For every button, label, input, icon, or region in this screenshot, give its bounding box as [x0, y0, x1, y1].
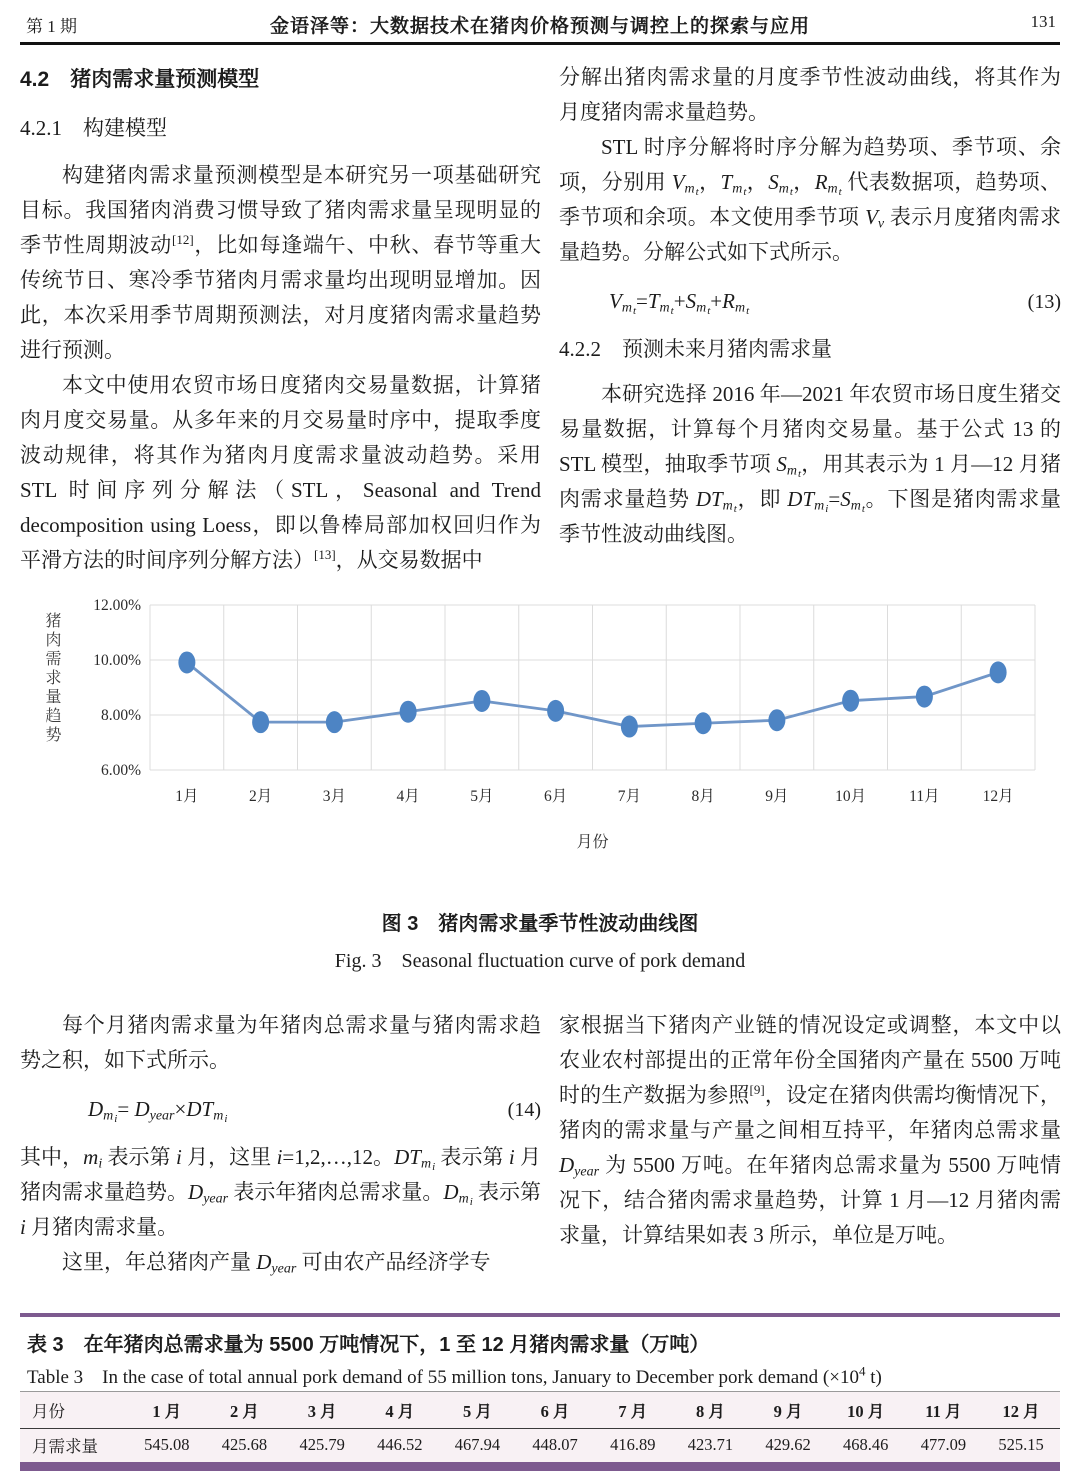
text-segment: =: [636, 289, 648, 313]
text-segment: S: [840, 487, 851, 511]
table-corner-header: 月份: [32, 1402, 65, 1421]
text-segment: t: [746, 305, 750, 318]
y-axis-tick-label: 12.00%: [93, 597, 141, 614]
text-segment: 可由农产品经济学专: [296, 1250, 491, 1274]
text-segment: m: [722, 498, 733, 514]
x-axis-tick-label: 11月: [909, 788, 940, 805]
table-caption-cn: 表 3 在年猪肉总需求量为 5500 万吨情况下，1 至 12 月猪肉需求量（万吨）: [27, 1334, 710, 1356]
text-segment: STL 时序分解将时序分解为趋势项、季节项、余项，分别用: [559, 135, 1061, 194]
text-segment: V: [609, 289, 622, 313]
paragraph: [559, 1008, 1061, 1253]
data-point-marker: [473, 690, 490, 712]
text-segment: =: [117, 1097, 135, 1121]
text-segment: t: [789, 186, 793, 199]
superscript-reference: [13]: [314, 547, 336, 562]
table-header-row: [20, 1392, 1060, 1429]
data-point-marker: [252, 711, 269, 733]
x-axis-tick-label: 6月: [543, 788, 568, 805]
text-segment: DT: [695, 487, 723, 511]
text-segment: i: [432, 1161, 436, 1174]
text-segment: m: [732, 181, 743, 197]
data-point-marker: [178, 651, 195, 673]
text-segment: m: [850, 498, 861, 514]
y-axis-tick-label: 6.00%: [100, 762, 141, 779]
text-segment: V: [671, 170, 685, 194]
text-segment: year: [149, 1108, 175, 1124]
text-segment: ，设定在猪肉供需均衡情况下，猪肉的需求量与产量之间相互持平，年猪肉总需求量: [559, 1083, 1062, 1142]
table-month-header: 9 月: [773, 1402, 803, 1421]
table-row-label: 月需求量: [32, 1437, 98, 1457]
y-axis-tick-label: 10.00%: [93, 652, 141, 669]
table-month-header: 10 月: [847, 1402, 885, 1421]
text-segment: t: [797, 468, 802, 481]
equation-14: [20, 1092, 541, 1128]
text-segment: 表示第: [435, 1145, 509, 1169]
figure-caption-en: Fig. 3 Seasonal fluctuation curve of pork demand: [334, 950, 746, 972]
text-segment: year: [203, 1191, 229, 1207]
table-month-header: 3 月: [307, 1402, 337, 1421]
text-segment: i: [20, 1215, 26, 1239]
text-segment: t: [861, 503, 865, 516]
text-segment: 月，这里: [181, 1145, 277, 1169]
text-segment: ，: [698, 170, 721, 194]
data-point-marker: [916, 686, 933, 708]
table-month-header: 4 月: [385, 1402, 415, 1421]
text-segment: D: [88, 1097, 104, 1121]
paragraph: [20, 1008, 541, 1078]
superscript-reference: [9]: [749, 1082, 765, 1097]
text-segment: t: [707, 305, 711, 318]
text-segment: v: [877, 216, 885, 232]
text-segment: ×: [174, 1097, 187, 1121]
text-segment: m: [213, 1108, 224, 1124]
text-segment: 分解出猪肉需求量的月度季节性波动曲线，将其作为月度猪肉需求量趋势。: [559, 65, 1061, 124]
text-segment: 其中，: [20, 1145, 84, 1169]
data-point-marker: [768, 709, 785, 731]
text-segment: t: [695, 186, 699, 199]
text-segment: =: [828, 487, 841, 511]
text-segment: m: [778, 181, 789, 197]
table-value-cell: 477.09: [920, 1435, 967, 1455]
text-segment: m: [659, 300, 670, 316]
text-segment: 每个月猪肉需求量为年猪肉总需求量与猪肉需求趋势之积，如下式所示。: [20, 1013, 541, 1072]
table-month-header: 6 月: [540, 1402, 570, 1421]
text-segment: 构建猪肉需求量预测模型是本研究另一项基础研究目标。我国猪肉消费习惯导致了猪肉需求量呈现明显的季节性周期波动: [20, 163, 541, 257]
x-axis-tick-label: 3月: [322, 788, 347, 805]
text-segment: T: [720, 170, 733, 194]
text-segment: +: [673, 289, 686, 313]
text-segment: ，: [746, 170, 769, 194]
text-segment: 本文中使用农贸市场日度猪肉交易量数据，计算猪肉月度交易量。从多年来的月交易量时序中，提取季度波动规律，将其作为猪肉月度需求量波动趋势。采用 STL 时间序列分解法（STL，Seasonal and Trend decomposition using Loess，即以鲁棒局部加权回归作为平滑方法的时间序列分解方法）: [20, 373, 541, 572]
text-segment: m: [621, 300, 632, 316]
text-segment: m: [814, 498, 825, 514]
page-header: [20, 10, 1060, 38]
table-value-cell: 545.08: [144, 1435, 190, 1455]
section-heading-4-2: 4.2 猪肉需求量预测模型: [20, 68, 260, 91]
x-axis-tick-label: 8月: [691, 788, 715, 805]
table-value-cell: 425.68: [221, 1435, 268, 1455]
subsection-heading-4-2-2: 4.2.2 预测未来月猪肉需求量: [559, 337, 832, 361]
table-month-header: 11 月: [925, 1402, 962, 1421]
table-month-header: 5 月: [463, 1402, 492, 1421]
table-top-rule: [20, 1313, 1060, 1317]
text-segment: ，: [792, 170, 815, 194]
text-segment: m: [458, 1191, 469, 1207]
x-axis-tick-label: 1月: [175, 788, 199, 805]
text-segment: i: [98, 1156, 103, 1172]
data-point-marker: [695, 712, 712, 734]
text-segment: 表示第: [472, 1180, 542, 1204]
text-segment: ，即: [736, 487, 788, 511]
column-top-left: [20, 60, 541, 578]
paragraph: [559, 60, 1061, 130]
text-segment: t: [632, 305, 637, 318]
text-segment: t: [838, 186, 842, 199]
pork-demand-table: [20, 1391, 1060, 1462]
table-month-header: 8 月: [695, 1402, 725, 1421]
text-segment: T: [647, 289, 660, 313]
table-value-cell: 416.89: [610, 1435, 656, 1455]
x-axis-tick-label: 2月: [248, 788, 273, 805]
paragraph: [559, 130, 1061, 270]
text-segment: 为 5500 万吨。在年猪肉总需求量为 5500 万吨情况下，结合猪肉需求量趋势，计算 1 月—12 月猪肉需求量，计算结果如表 3 所示，单位是万吨。: [559, 1153, 1061, 1247]
table-caption-en: [27, 1362, 882, 1389]
text-segment: S: [685, 289, 697, 313]
text-segment: m: [103, 1108, 114, 1124]
page-number: 131: [1030, 12, 1056, 31]
text-segment: ，比如每逢端午、中秋、春节等重大传统节日、寒冷季节猪肉月需求量均出现明显增加。因此，本次采用季节周期预测法，对月度猪肉需求量趋势进行预测。: [20, 233, 542, 362]
text-segment: m: [684, 181, 695, 197]
equation-body: [20, 1092, 227, 1127]
table-data-row: [20, 1429, 1060, 1462]
data-point-marker: [990, 661, 1007, 683]
text-segment: i: [508, 1145, 515, 1169]
superscript-reference: 4: [858, 1363, 866, 1379]
table-value-cell: 467.94: [454, 1435, 501, 1455]
column-bottom-right: [559, 1008, 1061, 1253]
text-segment: D: [256, 1250, 272, 1274]
text-segment: t: [743, 186, 747, 199]
text-segment: year: [271, 1261, 297, 1277]
text-segment: R: [722, 289, 735, 313]
text-segment: i: [469, 1196, 473, 1209]
equation-number: (13): [1027, 291, 1061, 313]
table-value-cell: 425.79: [299, 1435, 345, 1455]
text-segment: i: [825, 503, 829, 516]
table-value-cell: 446.52: [377, 1435, 423, 1455]
paragraph: [559, 377, 1061, 552]
text-segment: +: [710, 289, 723, 313]
text-segment: 表示月度猪肉需求量趋势。分解公式如下式所示。: [559, 205, 1062, 264]
text-segment: 表示第: [102, 1145, 176, 1169]
x-axis-tick-label: 10月: [835, 788, 867, 805]
text-segment: 月猪肉需求量。: [25, 1215, 179, 1239]
text-segment: m: [827, 181, 838, 197]
text-segment: Table 3 In the case of total annual pork demand of 55 million tons, January to December pork demand (×10: [27, 1367, 859, 1388]
column-top-right: [559, 60, 1061, 552]
text-segment: 家根据当下猪肉产业链的情况设定或调整，本文中以农业农村部提出的正常年份全国猪肉产量在 5500 万吨时的生产数据为参照: [559, 1013, 1061, 1107]
paragraph: [20, 1140, 541, 1245]
text-segment: t): [865, 1367, 882, 1388]
table-month-header: 7 月: [618, 1402, 648, 1421]
data-point-marker: [326, 711, 343, 733]
text-segment: t: [670, 305, 674, 318]
y-axis-tick-label: 8.00%: [100, 707, 141, 724]
subsection-heading-4-2-1: 4.2.1 构建模型: [20, 116, 167, 140]
equation-13: [559, 284, 1061, 320]
text-segment: i: [224, 1113, 228, 1126]
table-month-header: 2 月: [230, 1402, 259, 1421]
text-segment: ，用其表示为 1 月—12 月猪肉需求量趋势: [559, 452, 1061, 511]
text-segment: D: [559, 1153, 575, 1177]
text-segment: 月猪肉需求量趋势。: [20, 1145, 542, 1204]
text-segment: m: [786, 463, 797, 479]
table-value-cell: 448.07: [532, 1435, 578, 1455]
table-value-cell: 423.71: [687, 1435, 734, 1455]
table-value-cell: 429.62: [765, 1435, 811, 1455]
text-segment: t: [733, 503, 737, 516]
text-segment: year: [574, 1164, 600, 1180]
x-axis-tick-label: 7月: [617, 788, 642, 805]
text-segment: V: [865, 205, 878, 229]
text-segment: 这里，年总猪肉产量: [62, 1250, 257, 1274]
table-month-header: 12 月: [1002, 1402, 1040, 1421]
data-point-marker: [400, 701, 417, 723]
text-segment: =1,2,…,12。: [282, 1145, 395, 1169]
text-segment: m: [734, 300, 746, 316]
x-axis-tick-label: 9月: [765, 788, 789, 805]
text-segment: ，从交易数据中: [335, 548, 483, 572]
x-axis-title: 月份: [576, 834, 609, 851]
equation-body: [559, 284, 749, 319]
text-segment: i: [276, 1145, 283, 1169]
text-segment: i: [175, 1145, 182, 1169]
x-axis-tick-label: 12月: [982, 788, 1014, 805]
superscript-reference: [12]: [171, 232, 194, 247]
header-rule: [20, 42, 1060, 45]
table-bottom-rule: [20, 1462, 1060, 1471]
text-segment: S: [776, 452, 787, 476]
x-axis-tick-label: 4月: [396, 788, 420, 805]
text-segment: D: [188, 1180, 204, 1204]
text-segment: 表示年猪肉总需求量。: [228, 1180, 444, 1204]
text-segment: DT: [186, 1097, 214, 1121]
figure-caption-cn: 图 3 猪肉需求量季节性波动曲线图: [381, 913, 699, 935]
text-segment: 本研究选择 2016 年—2021 年农贸市场日度生猪交易量数据，计算每个月猪肉交易量。基于公式 13 的 STL 模型，抽取季节项: [559, 382, 1061, 476]
data-point-marker: [842, 690, 859, 712]
table-value-cell: 525.15: [998, 1435, 1044, 1455]
text-segment: R: [814, 170, 828, 194]
text-segment: m: [420, 1156, 432, 1172]
paragraph: [20, 368, 541, 578]
equation-number: (14): [507, 1099, 541, 1121]
text-segment: DT: [787, 487, 815, 511]
seasonal-fluctuation-chart: [20, 583, 1060, 883]
text-segment: 代表数据项，趋势项、季节项和余项。本文使用季节项: [559, 170, 1062, 229]
table-month-header: 1 月: [152, 1402, 182, 1421]
text-segment: i: [114, 1113, 118, 1126]
chart-y-axis-title: 猪肉需求量趋势: [43, 612, 60, 745]
text-segment: m: [696, 300, 707, 316]
x-axis-tick-label: 5月: [470, 788, 494, 805]
text-segment: D: [443, 1180, 459, 1204]
chart-canvas: [20, 583, 1060, 883]
text-segment: 。下图是猪肉需求量季节性波动曲线图。: [559, 487, 1062, 546]
running-title: 金语泽等：大数据技术在猪肉价格预测与调控上的探索与应用: [269, 16, 810, 37]
journal-issue: 第 1 期: [26, 17, 77, 36]
data-point-marker: [621, 716, 638, 738]
column-bottom-left: [20, 1008, 541, 1280]
table-3: [20, 1391, 1060, 1462]
text-segment: m: [83, 1145, 99, 1169]
table-value-cell: 468.46: [843, 1435, 889, 1455]
text-segment: S: [768, 170, 779, 194]
text-segment: D: [134, 1097, 150, 1121]
paragraph: [20, 1245, 541, 1280]
text-segment: DT: [394, 1145, 421, 1169]
paragraph: [20, 158, 541, 368]
data-point-marker: [547, 700, 564, 722]
